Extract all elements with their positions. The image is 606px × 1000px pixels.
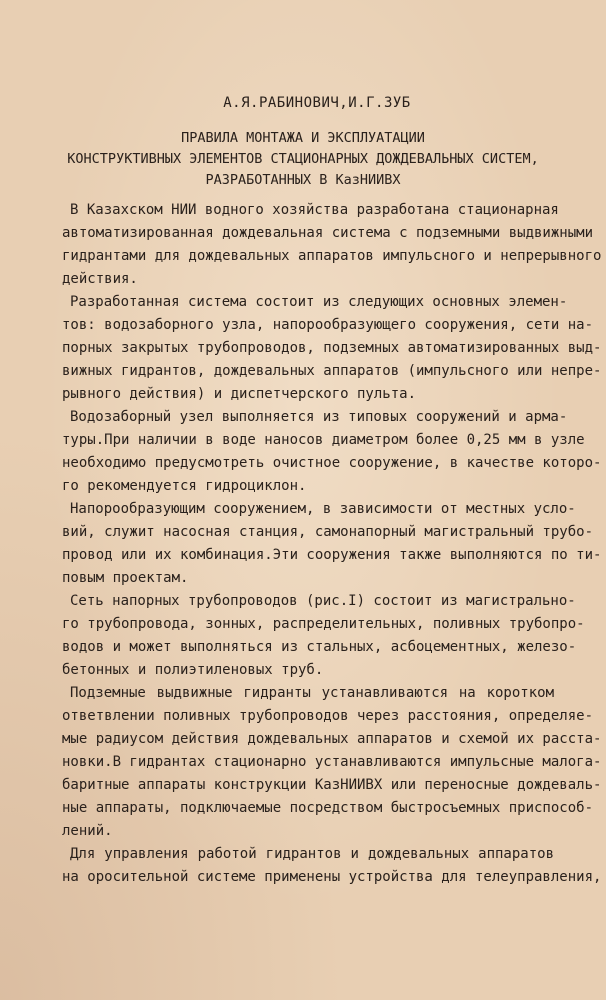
text-line: повым проектам. — [62, 570, 189, 586]
title-line: ПРАВИЛА МОНТАЖА И ЭКСПЛУАТАЦИИ — [181, 130, 425, 146]
text-line: ответвлении поливных трубопроводов через расстояния, определяе- — [62, 708, 594, 724]
paragraph — [62, 682, 602, 843]
document-title — [0, 128, 606, 191]
paragraph — [62, 406, 602, 498]
text-line: тов: водозаборного узла, напорообразующего сооружения, сети на- — [62, 317, 594, 333]
text-line: на оросительной системе применены устройства для телеуправления, — [62, 869, 602, 885]
text-line: водов и может выполняться из стальных, асбоцементных, железо- — [62, 639, 577, 655]
text-line: рывного действия) и диспетчерского пульта. — [62, 386, 417, 402]
text-line: го рекомендуется гидроциклон. — [62, 478, 307, 494]
title-line: РАЗРАБОТАННЫХ В КазНИИВХ — [205, 172, 401, 188]
text-line: автоматизированная дождевальная система с подземными выдвижными — [62, 225, 594, 241]
title-line: КОНСТРУКТИВНЫХ ЭЛЕМЕНТОВ СТАЦИОНАРНЫХ ДОЖДЕВАЛЬНЫХ СИСТЕМ, — [67, 151, 539, 167]
text-line: вижных гидрантов, дождевальных аппаратов (импульсного или непре- — [62, 363, 602, 379]
paragraph — [62, 843, 602, 889]
paragraph — [62, 498, 602, 590]
text-line: вий, служит насосная станция, самонапорный магистральный трубо- — [62, 524, 594, 540]
paragraph — [62, 291, 602, 406]
text-line: В Казахском НИИ водного хозяйства разработана стационарная — [70, 202, 559, 218]
text-line: бетонных и полиэтиленовых труб. — [62, 662, 324, 678]
text-line: мые радиусом действия дождевальных аппаратов и схемой их расста- — [62, 731, 602, 747]
text-line: Для управления работой гидрантов и дождевальных аппаратов — [70, 846, 554, 862]
text-line: Подземные выдвижные гидранты устанавливаются на коротком — [70, 685, 554, 701]
text-line: порных закрытых трубопроводов, подземных автоматизированных выд- — [62, 340, 602, 356]
text-line: го трубопровода, зонных, распределительных, поливных трубопро- — [62, 616, 585, 632]
text-line: туры.При наличии в воде наносов диаметром более 0,25 мм в узле — [62, 432, 585, 448]
text-line: ные аппараты, подключаемые посредством быстросъемных приспособ- — [62, 800, 594, 816]
text-line: Водозаборный узел выполняется из типовых сооружений и арма- — [70, 409, 568, 425]
body-text — [62, 199, 602, 889]
text-line: гидрантами для дождевальных аппаратов импульсного и непрерывного — [62, 248, 602, 264]
text-line: Напорообразующим сооружением, в зависимости от местных усло- — [70, 501, 576, 517]
authors: А.Я.РАБИНОВИЧ,И.Г.ЗУБ — [223, 95, 411, 111]
text-line: баритные аппараты конструкции КазНИИВХ или переносные дождеваль- — [62, 777, 602, 793]
paragraph — [62, 199, 602, 291]
text-line: необходимо предусмотреть очистное сооружение, в качестве которо- — [62, 455, 602, 471]
paragraph — [62, 590, 585, 682]
text-line: Сеть напорных трубопроводов (рис.I) состоит из магистрально- — [70, 593, 576, 609]
text-line: лений. — [62, 823, 113, 839]
text-line: провод или их комбинация.Эти сооружения также выполняются по ти- — [62, 547, 602, 563]
text-line: действия. — [62, 271, 138, 287]
text-line: Разработанная система состоит из следующих основных элемен- — [70, 294, 568, 310]
text-line: новки.В гидрантах стационарно устанавливаются импульсные малога- — [62, 754, 602, 770]
